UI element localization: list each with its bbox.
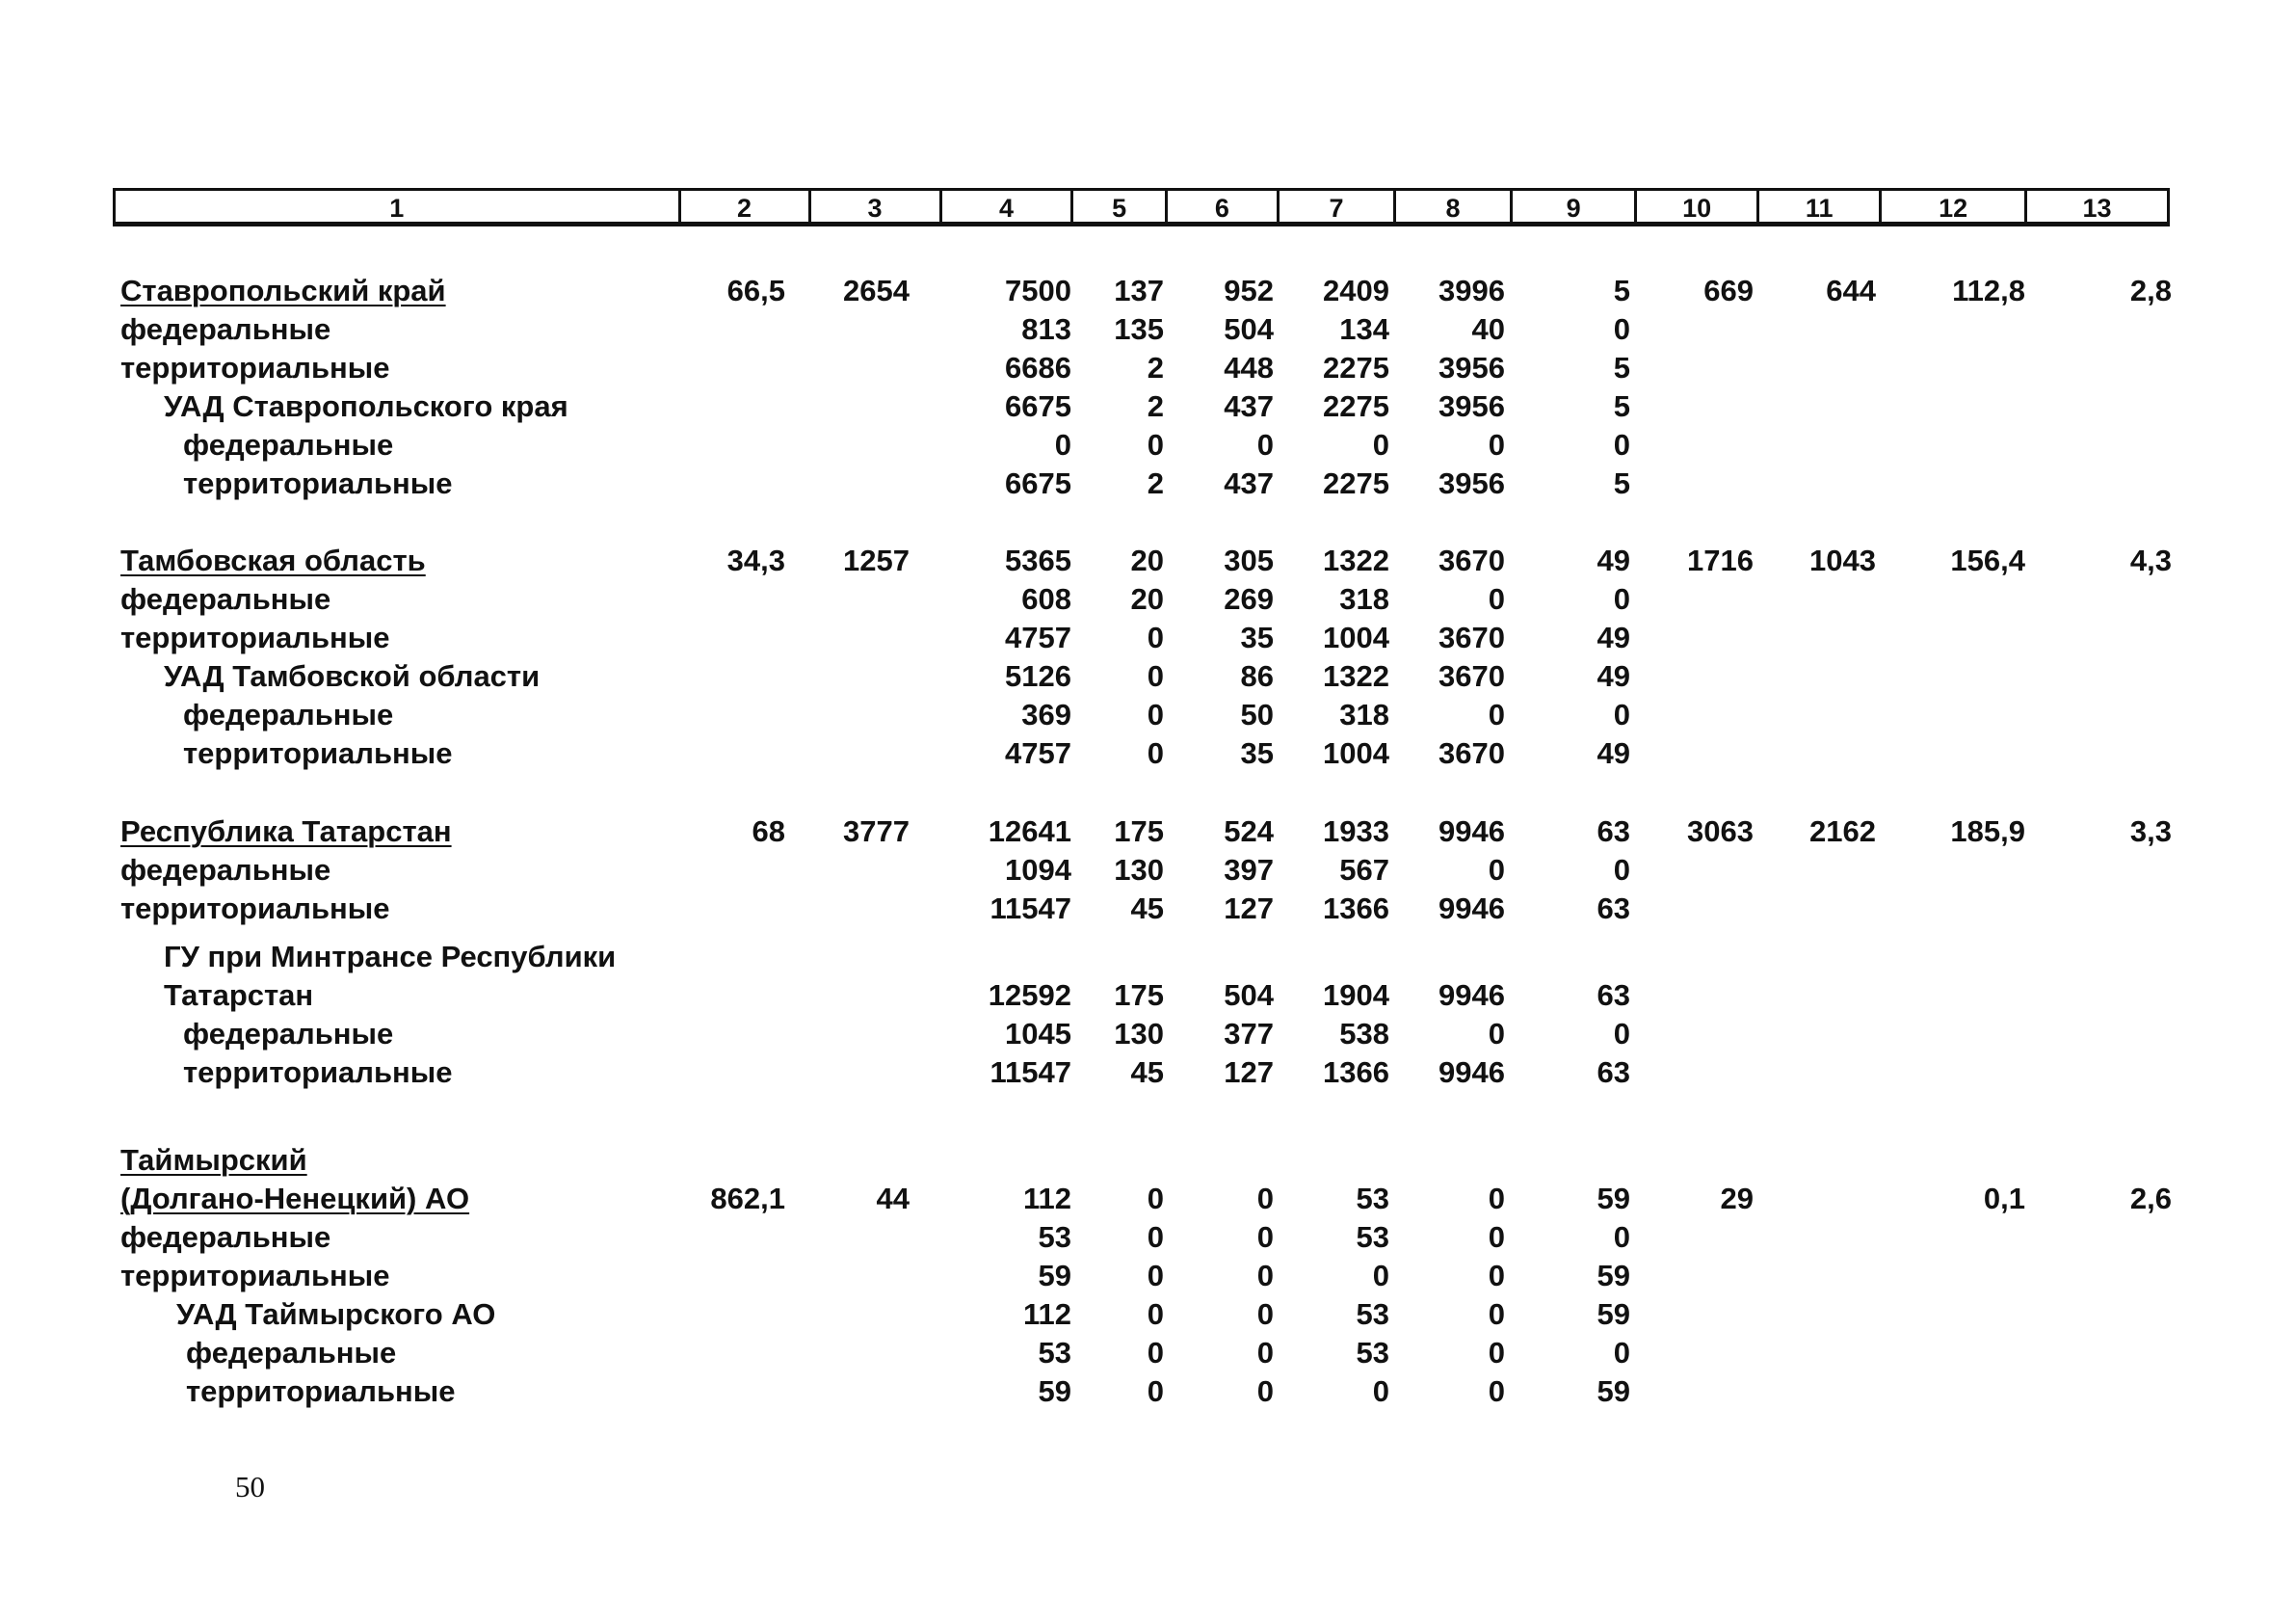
row-label: территориальные: [183, 736, 453, 770]
cell-col-6: 86: [1240, 659, 1274, 693]
cell-col-7: 2275: [1323, 389, 1389, 423]
cell-col-11: 644: [1826, 274, 1876, 307]
cell-col-7: 1933: [1323, 814, 1389, 848]
cell-col-4: 12592: [988, 978, 1071, 1012]
cell-col-8: 9946: [1438, 814, 1505, 848]
table-row: [0, 387, 2296, 426]
cell-col-4: 12641: [988, 814, 1071, 848]
cell-col-9: 0: [1613, 1220, 1630, 1254]
cell-col-4: 7500: [1005, 274, 1071, 307]
cell-col-9: 49: [1597, 736, 1630, 770]
cell-col-13: 2,8: [2129, 274, 2172, 307]
column-header-row: [113, 188, 2170, 226]
cell-col-7: 1004: [1323, 621, 1389, 654]
table-row: [0, 272, 2296, 310]
cell-col-7: 0: [1372, 1259, 1389, 1292]
cell-col-4: 6686: [1005, 351, 1071, 385]
cell-col-6: 35: [1240, 621, 1274, 654]
column-header-1: 1: [389, 193, 405, 223]
row-label: федеральные: [120, 853, 331, 887]
cell-col-10: 1716: [1687, 544, 1754, 577]
cell-col-8: 0: [1488, 1374, 1505, 1408]
row-label: федеральные: [186, 1336, 397, 1370]
table-row: [0, 812, 2296, 851]
region-name: (Долгано-Ненецкий) АО: [120, 1182, 470, 1215]
cell-col-9: 49: [1597, 659, 1630, 693]
cell-col-10: 669: [1703, 274, 1754, 307]
column-header-2: 2: [678, 191, 808, 222]
cell-col-8: 3956: [1438, 351, 1505, 385]
cell-col-4: 369: [1021, 698, 1071, 732]
column-header-6: 6: [1165, 191, 1277, 222]
row-label: территориальные: [120, 891, 390, 925]
cell-col-2: 862,1: [710, 1182, 785, 1215]
cell-col-6: 35: [1240, 736, 1274, 770]
cell-col-8: 3670: [1438, 736, 1505, 770]
cell-col-7: 2275: [1323, 351, 1389, 385]
cell-col-4: 53: [1038, 1220, 1071, 1254]
cell-col-9: 63: [1597, 1055, 1630, 1089]
cell-col-6: 397: [1224, 853, 1274, 887]
cell-col-8: 3996: [1438, 274, 1505, 307]
cell-col-7: 134: [1339, 312, 1389, 346]
cell-col-9: 63: [1597, 891, 1630, 925]
row-label: федеральные: [183, 428, 394, 462]
row-label: Татарстан: [164, 978, 314, 1012]
cell-col-8: 0: [1488, 1297, 1505, 1331]
table-row: [0, 426, 2296, 465]
cell-col-6: 305: [1224, 544, 1274, 577]
page-number: 50: [235, 1470, 265, 1503]
table-row: [0, 938, 2296, 976]
column-header-7: 7: [1277, 191, 1393, 222]
cell-col-5: 137: [1114, 274, 1164, 307]
cell-col-6: 437: [1224, 389, 1274, 423]
cell-col-2: 34,3: [726, 544, 785, 577]
row-label: территориальные: [186, 1374, 456, 1408]
cell-col-7: 53: [1356, 1297, 1389, 1331]
cell-col-8: 0: [1488, 1220, 1505, 1254]
cell-col-12: 112,8: [1952, 274, 2025, 307]
cell-col-9: 59: [1597, 1259, 1630, 1292]
column-header-10: 10: [1634, 191, 1756, 222]
cell-col-7: 53: [1356, 1336, 1389, 1370]
row-label: федеральные: [120, 582, 331, 616]
cell-col-12: 185,9: [1950, 814, 2025, 848]
cell-col-9: 5: [1613, 466, 1630, 500]
cell-col-9: 0: [1613, 853, 1630, 887]
table-row: [0, 349, 2296, 387]
cell-col-4: 0: [1054, 428, 1071, 462]
table-row: [0, 1015, 2296, 1053]
table-row: [0, 696, 2296, 734]
cell-col-8: 3956: [1438, 389, 1505, 423]
cell-col-3: 1257: [843, 544, 910, 577]
row-label: территориальные: [183, 1055, 453, 1089]
cell-col-4: 11547: [990, 891, 1071, 925]
cell-col-9: 59: [1597, 1182, 1630, 1215]
cell-col-11: 2162: [1809, 814, 1876, 848]
cell-col-4: 59: [1038, 1259, 1071, 1292]
cell-col-9: 5: [1613, 351, 1630, 385]
cell-col-10: 3063: [1687, 814, 1754, 848]
cell-col-7: 1322: [1323, 659, 1389, 693]
cell-col-6: 504: [1224, 978, 1274, 1012]
cell-col-7: 567: [1339, 853, 1389, 887]
cell-col-8: 40: [1471, 312, 1505, 346]
cell-col-8: 9946: [1438, 978, 1505, 1012]
cell-col-6: 0: [1256, 1374, 1274, 1408]
cell-col-4: 813: [1021, 312, 1071, 346]
cell-col-7: 2275: [1323, 466, 1389, 500]
cell-col-7: 1904: [1323, 978, 1389, 1012]
cell-col-6: 269: [1224, 582, 1274, 616]
cell-col-8: 0: [1488, 853, 1505, 887]
cell-col-5: 0: [1147, 736, 1164, 770]
cell-col-6: 504: [1224, 312, 1274, 346]
table-row: [0, 1180, 2296, 1218]
cell-col-5: 130: [1114, 853, 1164, 887]
cell-col-6: 50: [1240, 698, 1274, 732]
cell-col-12: 0,1: [1983, 1182, 2025, 1215]
cell-col-7: 2409: [1323, 274, 1389, 307]
cell-col-9: 0: [1613, 428, 1630, 462]
table-row: [0, 619, 2296, 657]
region-name: Ставропольский край: [120, 274, 446, 307]
table-row: [0, 734, 2296, 773]
cell-col-5: 0: [1147, 1297, 1164, 1331]
cell-col-8: 9946: [1438, 1055, 1505, 1089]
cell-col-4: 5365: [1005, 544, 1071, 577]
cell-col-5: 2: [1147, 466, 1164, 500]
cell-col-7: 0: [1372, 428, 1389, 462]
region-name: Тамбовская область: [120, 544, 426, 577]
row-label: территориальные: [120, 1259, 390, 1292]
cell-col-8: 3670: [1438, 544, 1505, 577]
cell-col-7: 318: [1339, 582, 1389, 616]
table-row: [0, 1141, 2296, 1180]
cell-col-7: 0: [1372, 1374, 1389, 1408]
cell-col-5: 20: [1130, 544, 1164, 577]
row-label: ГУ при Минтрансе Республики: [164, 940, 617, 973]
table-row: [0, 580, 2296, 619]
row-label: федеральные: [120, 1220, 331, 1254]
row-label: федеральные: [183, 698, 394, 732]
cell-col-8: 0: [1488, 1017, 1505, 1051]
cell-col-7: 538: [1339, 1017, 1389, 1051]
cell-col-2: 66,5: [726, 274, 785, 307]
cell-col-4: 1094: [1005, 853, 1071, 887]
cell-col-5: 130: [1114, 1017, 1164, 1051]
cell-col-6: 127: [1224, 1055, 1274, 1089]
cell-col-5: 0: [1147, 1336, 1164, 1370]
cell-col-4: 11547: [990, 1055, 1071, 1089]
cell-col-6: 127: [1224, 891, 1274, 925]
cell-col-9: 63: [1597, 978, 1630, 1012]
table-row: [0, 851, 2296, 890]
cell-col-4: 6675: [1005, 466, 1071, 500]
cell-col-4: 59: [1038, 1374, 1071, 1408]
cell-col-8: 3670: [1438, 621, 1505, 654]
cell-col-5: 2: [1147, 389, 1164, 423]
cell-col-7: 53: [1356, 1182, 1389, 1215]
table-row: [0, 465, 2296, 503]
cell-col-5: 20: [1130, 582, 1164, 616]
cell-col-13: 3,3: [2129, 814, 2172, 848]
cell-col-9: 5: [1613, 389, 1630, 423]
column-header-9: 9: [1510, 191, 1634, 222]
cell-col-4: 53: [1038, 1336, 1071, 1370]
cell-col-11: 1043: [1809, 544, 1876, 577]
row-label: УАД Тамбовской области: [164, 659, 541, 693]
row-label: территориальные: [183, 466, 453, 500]
column-header-13: 13: [2024, 191, 2167, 222]
table-row: [0, 1334, 2296, 1372]
table-row: [0, 1053, 2296, 1092]
cell-col-6: 0: [1256, 1182, 1274, 1215]
cell-col-4: 4757: [1005, 621, 1071, 654]
cell-col-4: 1045: [1005, 1017, 1071, 1051]
cell-col-6: 0: [1256, 1297, 1274, 1331]
cell-col-10: 29: [1720, 1182, 1754, 1215]
cell-col-7: 1366: [1323, 891, 1389, 925]
cell-col-6: 0: [1256, 1220, 1274, 1254]
table-row: [0, 1295, 2296, 1334]
cell-col-8: 0: [1488, 1336, 1505, 1370]
row-label: федеральные: [120, 312, 331, 346]
cell-col-5: 0: [1147, 659, 1164, 693]
cell-col-8: 0: [1488, 698, 1505, 732]
cell-col-8: 0: [1488, 1259, 1505, 1292]
cell-col-7: 1322: [1323, 544, 1389, 577]
cell-col-9: 59: [1597, 1297, 1630, 1331]
cell-col-5: 0: [1147, 621, 1164, 654]
cell-col-7: 53: [1356, 1220, 1389, 1254]
cell-col-8: 0: [1488, 1182, 1505, 1215]
cell-col-2: 68: [752, 814, 785, 848]
table-row: [0, 310, 2296, 349]
cell-col-9: 0: [1613, 1017, 1630, 1051]
cell-col-8: 9946: [1438, 891, 1505, 925]
cell-col-9: 49: [1597, 544, 1630, 577]
cell-col-13: 2,6: [2129, 1182, 2172, 1215]
cell-col-5: 2: [1147, 351, 1164, 385]
cell-col-5: 175: [1114, 814, 1164, 848]
column-header-3: 3: [808, 191, 939, 222]
cell-col-6: 0: [1256, 1259, 1274, 1292]
column-header-8: 8: [1393, 191, 1510, 222]
cell-col-6: 377: [1224, 1017, 1274, 1051]
cell-col-7: 1366: [1323, 1055, 1389, 1089]
table-row: [0, 890, 2296, 928]
cell-col-5: 0: [1147, 1259, 1164, 1292]
region-name: Республика Татарстан: [120, 814, 452, 848]
row-label: УАД Ставропольского края: [164, 389, 568, 423]
cell-col-6: 524: [1224, 814, 1274, 848]
cell-col-5: 0: [1147, 698, 1164, 732]
cell-col-5: 45: [1130, 1055, 1164, 1089]
column-header-4: 4: [939, 191, 1071, 222]
cell-col-7: 318: [1339, 698, 1389, 732]
cell-col-4: 6675: [1005, 389, 1071, 423]
cell-col-8: 3956: [1438, 466, 1505, 500]
cell-col-4: 112: [1022, 1182, 1071, 1215]
cell-col-13: 4,3: [2129, 544, 2172, 577]
table-row: [0, 1218, 2296, 1257]
cell-col-6: 0: [1256, 428, 1274, 462]
cell-col-8: 0: [1488, 428, 1505, 462]
cell-col-8: 3670: [1438, 659, 1505, 693]
cell-col-3: 44: [876, 1182, 910, 1215]
table-row: [0, 1372, 2296, 1411]
cell-col-9: 0: [1613, 1336, 1630, 1370]
table-row: [0, 542, 2296, 580]
row-label: территориальные: [120, 621, 390, 654]
cell-col-4: 5126: [1005, 659, 1071, 693]
cell-col-5: 0: [1147, 1374, 1164, 1408]
cell-col-9: 0: [1613, 698, 1630, 732]
column-header-11: 11: [1756, 191, 1879, 222]
cell-col-9: 0: [1613, 312, 1630, 346]
column-header-5: 5: [1070, 191, 1164, 222]
cell-col-5: 175: [1114, 978, 1164, 1012]
column-header-12: 12: [1879, 191, 2024, 222]
cell-col-6: 952: [1224, 274, 1274, 307]
cell-col-6: 448: [1224, 351, 1274, 385]
cell-col-6: 437: [1224, 466, 1274, 500]
cell-col-5: 45: [1130, 891, 1164, 925]
cell-col-4: 112: [1022, 1297, 1071, 1331]
cell-col-9: 59: [1597, 1374, 1630, 1408]
cell-col-6: 0: [1256, 1336, 1274, 1370]
cell-col-5: 0: [1147, 1182, 1164, 1215]
cell-col-8: 0: [1488, 582, 1505, 616]
region-name: Таймырский: [120, 1143, 307, 1177]
cell-col-9: 0: [1613, 582, 1630, 616]
row-label: УАД Таймырского АО: [176, 1297, 496, 1331]
cell-col-4: 4757: [1005, 736, 1071, 770]
cell-col-4: 608: [1021, 582, 1071, 616]
cell-col-5: 0: [1147, 1220, 1164, 1254]
table-row: [0, 1257, 2296, 1295]
cell-col-5: 135: [1114, 312, 1164, 346]
cell-col-9: 63: [1597, 814, 1630, 848]
cell-col-3: 3777: [843, 814, 910, 848]
row-label: территориальные: [120, 351, 390, 385]
cell-col-9: 5: [1613, 274, 1630, 307]
row-label: федеральные: [183, 1017, 394, 1051]
cell-col-12: 156,4: [1950, 544, 2025, 577]
table-row: [0, 657, 2296, 696]
cell-col-9: 49: [1597, 621, 1630, 654]
table-row: [0, 976, 2296, 1015]
cell-col-7: 1004: [1323, 736, 1389, 770]
cell-col-3: 2654: [843, 274, 910, 307]
cell-col-5: 0: [1147, 428, 1164, 462]
